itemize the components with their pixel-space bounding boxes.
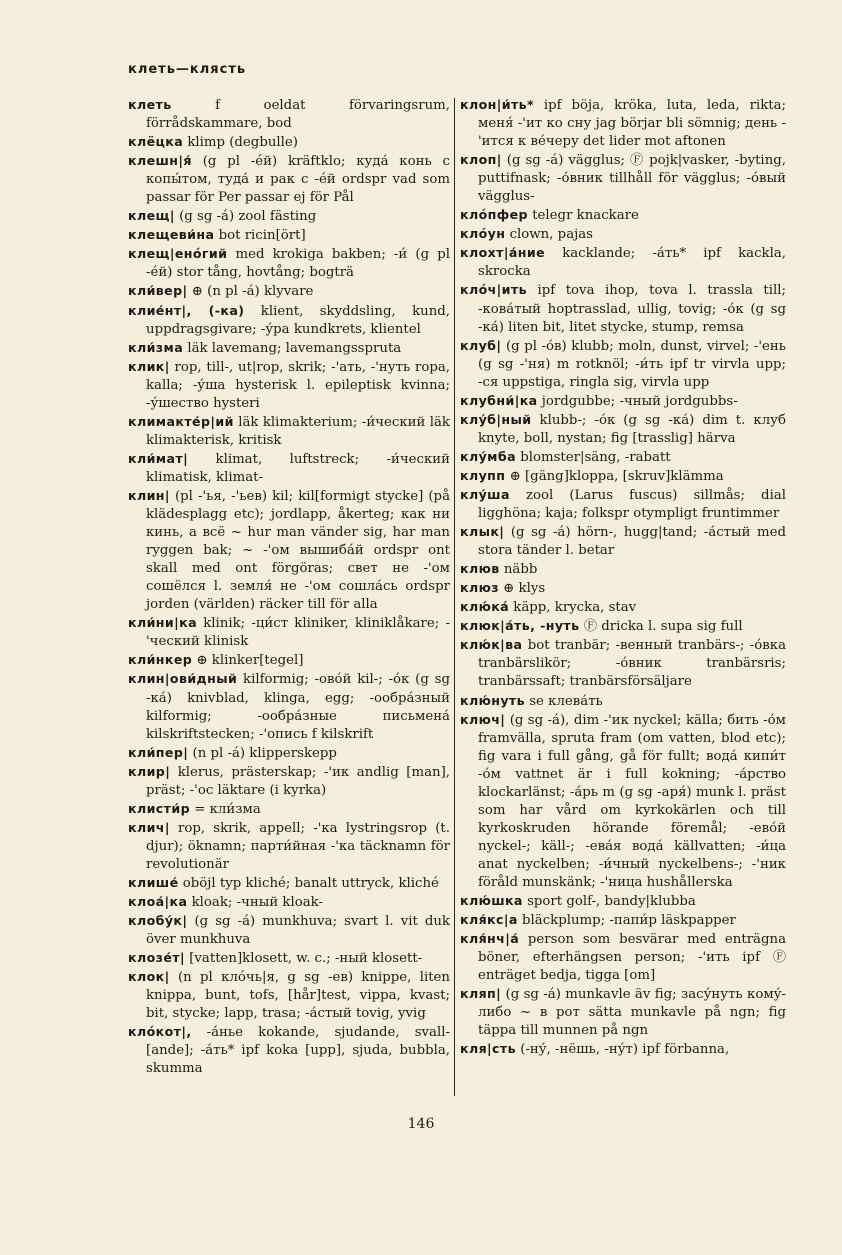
- dictionary-entry: [460, 392, 786, 411]
- dictionary-entry: [460, 560, 786, 579]
- dictionary-entry: [128, 819, 450, 874]
- entry-headword: клисти́р: [128, 800, 190, 816]
- entry-headword: клобу́к|: [128, 913, 188, 929]
- entry-definition: -а́нье kokande, sjudande, svall-[ande]; -а́ть* ipf koka [upp], sjuda, bubbla, skumma: [146, 1025, 450, 1077]
- dictionary-entry: [128, 874, 450, 893]
- entry-headword: клубни́|ка: [460, 392, 538, 408]
- dictionary-entry: [128, 226, 450, 245]
- entry-definition: ipf böja, kröka, luta, leda, rikta; меня́ -'ит ко сну jag börjar bli sömnig; день -'ится к ве́черу det lider mot aftonen: [478, 98, 787, 150]
- entry-definition: klient, skyddsling, kund, uppdragsgivare; -у́ра kundkrets, klientel: [146, 303, 451, 337]
- entry-headword: кля́кс|а: [460, 912, 518, 928]
- entry-definition: f oeldat förvaringsrum, förrådskammare, bod: [146, 98, 450, 132]
- entry-headword: климакте́р|ий: [128, 413, 234, 429]
- entry-headword: клин|: [128, 487, 170, 503]
- entry-headword: клон|и́ть*: [460, 97, 534, 112]
- dictionary-entry: [460, 930, 786, 985]
- dictionary-entry: [460, 911, 786, 930]
- dictionary-entry: [128, 152, 450, 207]
- entry-definition: person som besvärar med enträgna böner, efterhängsen person; -'ить ipf Ⓕ enträget bedja, tigga [om]: [478, 932, 786, 984]
- dictionary-entry: [460, 206, 786, 225]
- dictionary-entry: [128, 968, 450, 1023]
- entry-definition: (pl -'ья, -'ьев) kil; kil[formigt stycke] (på klädesplagg etc); jordlapp, åkerteg; как ни кинь, а всё ~ hur man vänder sig, har man ryggen bak; ~ -'ом вышиба́й ordspr ont skall med ont förgöras; свет не -'ом сошёлся l. земля́ не -'ом сошла́сь ordspr jorden (världen) räcker till för alla: [146, 488, 450, 613]
- dictionary-entry: [128, 207, 450, 226]
- dictionary-entry: [460, 892, 786, 911]
- entry-headword: клык|: [460, 524, 505, 540]
- dictionary-entry: [128, 245, 450, 282]
- entry-definition: (g sg -á) munkhuva; svart l. vit duk över munkhuva: [146, 914, 450, 948]
- entry-definition: se клева́ть: [529, 693, 603, 709]
- entry-definition: zool (Larus fuscus) sillmås; dial ligghöna; kaja; folkspr otympligt fruntimmer: [478, 487, 787, 522]
- dictionary-entry: [128, 614, 450, 651]
- entry-headword: клие́нт|, (-ка): [128, 302, 245, 318]
- entry-definition: klinik; -ци́ст kliniker, kliniklåkare; -'ческий klinisk: [146, 616, 450, 650]
- entry-definition: [vatten]klosett, w. c.; -ный klosett-: [189, 951, 423, 967]
- entry-definition: clown, pajas: [509, 227, 593, 243]
- dictionary-entry: [128, 949, 450, 968]
- dictionary-entry: [128, 302, 450, 339]
- dictionary-entry: [128, 744, 450, 763]
- entry-headword: кли́нкер: [128, 652, 193, 668]
- dictionary-entry: [460, 448, 786, 467]
- entry-definition: (g pl -éй) kräftklo; куда́ конь с копы́том, туда́ и рак с -éй ordspr vad som passar för Per passar ej för Pål: [146, 154, 450, 206]
- entry-headword: клу́мба: [460, 448, 516, 464]
- dictionary-entry: [460, 281, 786, 336]
- entry-headword: клю́нуть: [460, 692, 525, 708]
- dictionary-entry: [460, 692, 786, 711]
- entry-headword: кли́зма: [128, 339, 184, 355]
- entry-headword: клок|: [128, 969, 170, 985]
- entry-headword: кли́мат|: [128, 450, 189, 466]
- dictionary-entry: [460, 96, 786, 151]
- entry-definition: = кли́зма: [194, 801, 261, 817]
- dictionary-entry: [128, 450, 450, 487]
- entry-definition: ⊕ [gäng]kloppa, [skruv]klämma: [509, 468, 724, 484]
- dictionary-entry: [460, 636, 786, 691]
- dictionary-entry: [460, 598, 786, 617]
- dictionary-entry: [460, 711, 786, 892]
- entry-headword: клещеви́на: [128, 227, 215, 243]
- entry-definition: bot tranbär; -венный tranbärs-; -о́вка tranbärslikör; -о́вник tranbärsris; tranbärssaft; tranbärsförsäljare: [478, 638, 786, 690]
- entry-definition: läk lavemang; lavemangsspruta: [187, 340, 402, 356]
- entry-headword: клозе́т|: [128, 950, 185, 966]
- entry-headword: клещ|: [128, 208, 175, 224]
- entry-headword: кли́вер|: [128, 283, 188, 299]
- entry-definition: (-ну́, -нёшь, -ну́т) ipf förbanna,: [520, 1042, 730, 1058]
- entry-definition: klerus, prästerskap; -'ик andlig [man], präst; -'ос läktare (i kyrka): [146, 764, 451, 798]
- dictionary-entry: [128, 1023, 450, 1078]
- entry-definition: kloak; -чный kloak-: [191, 895, 323, 911]
- entry-definition: klimat, luftstreck; -и́ческий klimatisk, klimat-: [146, 451, 450, 485]
- entry-definition: kacklande; -а́ть* ipf kackla, skrocka: [478, 246, 786, 280]
- entry-definition: telegr knackare: [532, 208, 639, 224]
- dictionary-entry: [128, 339, 450, 358]
- entry-headword: клю́к|ва: [460, 637, 523, 653]
- entry-headword: кли́ни|ка: [128, 615, 197, 631]
- dictionary-entry: [128, 133, 450, 152]
- entry-headword: клупп: [460, 467, 506, 483]
- entry-headword: клю́ка́: [460, 599, 510, 615]
- entry-definition: ⊕ klinker[tegel]: [196, 653, 304, 669]
- dictionary-entry: [128, 413, 450, 450]
- entry-headword: клóпфер: [460, 207, 528, 223]
- dictionary-entry: [460, 1040, 786, 1059]
- dictionary-entry: [460, 337, 786, 392]
- dictionary-entry: [460, 579, 786, 598]
- entry-headword: клуб|: [460, 337, 502, 353]
- entry-definition: (n pl клóчь|я, g sg -ев) knippe, liten knippa, bunt, tofs, [hår]test, vippa, kvast; bit, stycke; lapp, trasa; -а́стый tovig, yvig: [146, 970, 450, 1022]
- entry-headword: клещ|енóгий: [128, 246, 228, 262]
- entry-headword: кляп|: [460, 986, 502, 1002]
- dictionary-entry: [460, 411, 786, 448]
- right-column: [460, 96, 786, 1059]
- dictionary-entry: [460, 617, 786, 636]
- entry-headword: клеть: [128, 97, 172, 112]
- entry-headword: клешн|я́: [128, 153, 192, 169]
- entry-definition: näbb: [503, 562, 538, 578]
- entry-definition: (g sg -á) munkavle äv fig; засу́нуть кому́-либо ~ в рот sätta munkavle på ngn; fig täppa till munnen på ngn: [478, 987, 786, 1039]
- dictionary-entry: [460, 523, 786, 560]
- entry-definition: Ⓕ dricka l. supa sig full: [583, 619, 743, 635]
- entry-headword: клу́б|ный: [460, 411, 532, 427]
- entry-headword: клин|ови́дный: [128, 671, 238, 687]
- entry-headword: клич|: [128, 819, 170, 835]
- dictionary-entry: [128, 800, 450, 819]
- entry-headword: клюв: [460, 561, 500, 577]
- entry-headword: клóун: [460, 226, 506, 242]
- entry-headword: клу́ша: [460, 486, 510, 502]
- dictionary-entry: [128, 282, 450, 301]
- entry-definition: (g sg -á) vägglus; Ⓕ pojk|vasker, -byting, puttifnask; -о́вник tillhåll för vägglus; -о́вый vägglus-: [478, 153, 786, 205]
- entry-definition: (g sg -á) hörn-, hugg|tand; -а́стый med stora tänder l. betar: [478, 525, 786, 559]
- entry-definition: rop, till-, ut|rop, skrik; -'ать, -'нуть ropa, kalla; -у́ша hysterisk l. epileptisk kvinna; -у́шество hysteri: [146, 359, 450, 411]
- dictionary-entry: [460, 151, 786, 206]
- entry-headword: клюз: [460, 580, 499, 596]
- entry-definition: klubb-; -о́к (g sg -ка́) dim t. клуб knyte, boll, nystan; fig [trasslig] härva: [478, 412, 786, 446]
- column-divider: [454, 98, 455, 1096]
- dictionary-entry: [128, 912, 450, 949]
- entry-headword: клóч|ить: [460, 282, 527, 298]
- entry-headword: клоа́|ка: [128, 894, 188, 910]
- entry-headword: клоп|: [460, 152, 502, 168]
- dictionary-entry: [128, 487, 450, 614]
- entry-definition: kilformig; -ово́й kil-; -о́к (g sg -ка́) knivblad, klinga, egg; -ообра́зный kilformig; -ообра́зные письмена́ kilskriftstecken; -'опись f kilskrift: [146, 672, 450, 742]
- dictionary-entry: [460, 467, 786, 486]
- dictionary-entry: [460, 244, 786, 281]
- dictionary-entry: [460, 486, 786, 523]
- entry-headword: клю́шка: [460, 893, 523, 909]
- entry-definition: klimp (degbulle): [187, 135, 298, 151]
- dictionary-entry: [128, 651, 450, 670]
- entry-definition: (n pl -á) klipperskepp: [192, 745, 337, 761]
- entry-definition: sport golf-, bandy|klubba: [527, 894, 696, 910]
- dictionary-entry: [128, 670, 450, 743]
- entry-headword: клохт|а́ние: [460, 245, 546, 261]
- page-number: 146: [407, 1116, 435, 1132]
- entry-definition: ⊕ (n pl -á) klyvare: [191, 284, 314, 300]
- entry-headword: клóкот|,: [128, 1024, 192, 1040]
- dictionary-entry: [460, 985, 786, 1040]
- entry-definition: (g pl -о́в) klubb; moln, dunst, virvel; -'ень (g sg -'ня) m rotknöl; -и́ть ipf tr virvla upp; -ся uppstiga, ringla sig, virvla upp: [478, 338, 786, 390]
- dictionary-entry: [128, 96, 450, 133]
- entry-definition: ⊕ klys: [503, 581, 546, 597]
- entry-definition: oböjl typ kliché; banalt uttryck, kliché: [182, 875, 439, 891]
- entry-definition: (g sg -á) zool fästing: [179, 209, 317, 225]
- entry-headword: кля́нч|а́: [460, 931, 520, 947]
- dictionary-entry: [128, 763, 450, 800]
- entry-headword: клёцка: [128, 134, 184, 150]
- entry-definition: läk klimakterium; -и́ческий läk klimakterisk, kritisk: [146, 414, 450, 448]
- dictionary-entry: [460, 225, 786, 244]
- entry-headword: клише́: [128, 874, 179, 890]
- entry-headword: кля|сть: [460, 1041, 516, 1057]
- left-column: [128, 96, 450, 1078]
- entry-definition: rop, skrik, appell; -'ка lystringsrop (t. djur); öknamn; парти́йная -'ка täcknamn för revolutionär: [146, 820, 450, 872]
- entry-definition: bläckplump; -папи́р läskpapper: [522, 913, 736, 929]
- entry-headword: кли́пер|: [128, 744, 189, 760]
- entry-definition: blomster|säng, -rabatt: [520, 449, 671, 465]
- entry-definition: (g sg -á), dim -'ик nyckel; källa; бить -о́м framvälla, spruta fram (om vatten, blod etc); fig vara i full gång, gå för fullt; вода́ кипи́т -о́м vattnet är i full kokning; -а́рство klockarlänst; -а́рь m (g sg -аря́) munk l. präst som har vård om kyrkokärlen och till kyrkoskruden hörande föremål; -ево́й nyckel-; käll-; -ева́я вода́ källvatten; -и́ца anat nyckelben; -и́чный nyckelbens-; -'ник föråld munskänk; -'ница hushållerska: [478, 712, 786, 890]
- entry-definition: jordgubbe; -чный jordgubbs-: [541, 393, 738, 409]
- entry-headword: ключ|: [460, 711, 506, 727]
- entry-headword: клир|: [128, 763, 171, 779]
- entry-definition: bot ricin[ört]: [218, 228, 306, 244]
- entry-headword: клюк|а́ть, -нуть: [460, 618, 580, 634]
- dictionary-entry: [128, 358, 450, 413]
- running-head: клеть—клясть: [128, 62, 247, 77]
- dictionary-entry: [128, 893, 450, 912]
- entry-definition: käpp, krycka, stav: [513, 600, 637, 616]
- entry-definition: ipf tova ihop, tova l. trassla till; -кова́тый hoptrasslad, ullig, tovig; -о́к (g sg -ка́) liten bit, litet stycke, stump, remsa: [478, 283, 786, 335]
- entry-headword: клик|: [128, 358, 170, 374]
- entry-definition: med krokiga bakben; -и́ (g pl -éй) stor tång, hovtång; bogträ: [146, 247, 450, 281]
